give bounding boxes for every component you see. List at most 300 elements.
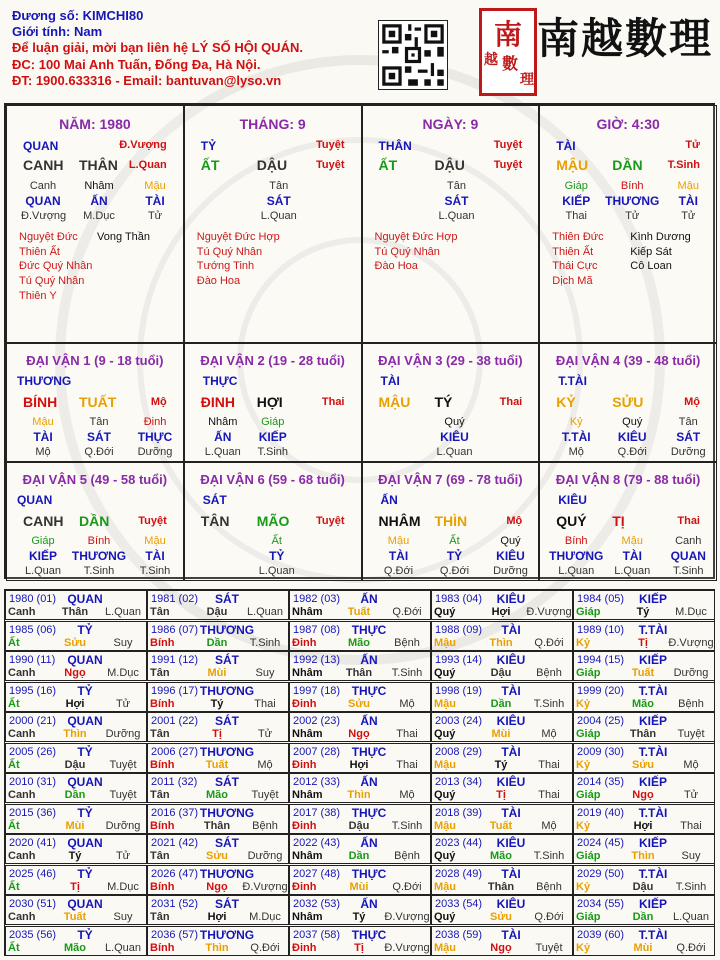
- year-stem: Kỷ: [576, 880, 591, 893]
- hidden-stage: L.Quan: [204, 446, 241, 458]
- year-branch: Sửu: [489, 911, 513, 923]
- year-stem: Giáp: [576, 850, 601, 862]
- year-cell: [573, 651, 715, 681]
- year-god: SÁT: [215, 653, 239, 667]
- year-label: 2004 (25): [577, 715, 625, 727]
- year-god: KIÊU: [496, 592, 526, 606]
- hidden-stage: Q.Đới: [617, 446, 647, 458]
- year-god: QUAN: [67, 592, 103, 606]
- year-god: KIÊU: [496, 836, 526, 850]
- year-cell: [289, 651, 431, 681]
- year-branch: Thân: [345, 667, 373, 679]
- year-branch: Mùi: [633, 941, 653, 954]
- profile-header: [12, 8, 372, 89]
- year-cell: [5, 590, 147, 620]
- year-god: SÁT: [215, 775, 239, 789]
- year-stage: Tuyệt: [677, 728, 705, 740]
- luck-period-7: [362, 462, 540, 581]
- year-god: KIẾP: [638, 836, 667, 850]
- hidden-stem: Mậu: [144, 535, 166, 547]
- year-god: TỶ: [77, 622, 93, 637]
- year-stem: Canh: [8, 728, 36, 740]
- year-cell: [289, 712, 431, 742]
- year-stem: Canh: [8, 850, 36, 862]
- year-label: 2020 (41): [9, 837, 57, 849]
- year-stem: Tân: [150, 667, 170, 679]
- owner-value: KIMCHI80: [82, 8, 144, 23]
- year-stem: Kỷ: [576, 758, 591, 771]
- hidden-stage: L.Quan: [260, 210, 297, 222]
- year-stage: Đ.Vượng: [242, 880, 288, 893]
- year-stem: Bính: [150, 636, 175, 649]
- year-god: THỰC: [351, 683, 387, 698]
- year-cell: [289, 590, 431, 620]
- pillar-top-stage: Đ.Vượng: [119, 139, 167, 151]
- hidden-god: THƯƠNG: [549, 549, 604, 563]
- year-stage: T.Sinh: [533, 697, 565, 710]
- year-branch: Thìn: [63, 728, 87, 740]
- year-label: 1990 (11): [9, 654, 56, 666]
- year-label: 2030 (51): [9, 898, 57, 910]
- star-good: Tú Quý Nhân: [19, 275, 85, 288]
- star-good: Thiên Ất: [19, 245, 60, 258]
- year-stage: Mộ: [257, 758, 273, 771]
- year-label: 1988 (09): [435, 623, 483, 636]
- year-branch: Dần: [206, 636, 228, 649]
- hidden-stem: Mậu: [677, 180, 699, 192]
- year-stem: Quý: [434, 667, 456, 679]
- year-branch: Dậu: [490, 667, 512, 679]
- hidden-stem: Tân: [447, 180, 466, 192]
- year-stage: Đ.Vượng: [384, 941, 430, 954]
- year-god: SÁT: [215, 897, 239, 911]
- luck-title: ĐẠI VẬN 7 (69 - 78 tuổi): [378, 472, 523, 487]
- pillar-top-god: TÀI: [556, 139, 576, 153]
- hidden-stem: Nhâm: [208, 416, 238, 428]
- hidden-stage: Dưỡng: [137, 446, 173, 458]
- year-label: 2038 (59): [435, 928, 483, 941]
- hidden-god: KIẾP: [258, 430, 287, 444]
- year-branch: Sửu: [63, 636, 87, 649]
- year-cell: [289, 895, 431, 925]
- star-good: Tú Quý Nhân: [196, 245, 263, 258]
- year-branch: Mùi: [491, 728, 511, 740]
- year-god: ẤN: [360, 775, 378, 789]
- year-label: 2037 (58): [293, 928, 341, 941]
- year-branch: Tuất: [631, 667, 655, 679]
- hidden-stem: Đinh: [143, 416, 167, 428]
- year-cell: [5, 743, 147, 773]
- luck-stage: Mộ: [150, 396, 167, 408]
- luck-period-4: [539, 343, 717, 462]
- year-god: THỰC: [351, 927, 387, 942]
- year-stage: L.Quan: [104, 606, 142, 618]
- year-cell: [5, 926, 147, 956]
- year-cell: [147, 621, 289, 651]
- pillar-title: THÁNG: 9: [239, 116, 306, 132]
- pillar-title: GIỜ: 4:30: [596, 116, 660, 132]
- year-stage: T.Sinh: [249, 636, 281, 649]
- hidden-stem: Quý: [500, 535, 521, 547]
- year-label: 2016 (37): [151, 806, 199, 819]
- year-branch: Dần: [348, 850, 370, 862]
- year-cell: [573, 621, 715, 651]
- year-stage: Bệnh: [394, 850, 420, 862]
- year-branch: Tuất: [205, 758, 229, 771]
- year-label: 1991 (12): [151, 654, 199, 666]
- year-branch: Ngọ: [632, 789, 654, 801]
- year-cell: [573, 590, 715, 620]
- year-branch: Thân: [61, 606, 89, 618]
- hidden-stage: L.Quan: [614, 565, 651, 577]
- year-cell: [147, 743, 289, 773]
- year-cell: [573, 712, 715, 742]
- year-branch: Hợi: [207, 911, 227, 923]
- year-stem: Đinh: [292, 636, 317, 649]
- year-branch: Tý: [352, 911, 366, 923]
- year-stem: Mậu: [434, 941, 456, 954]
- year-stem: Giáp: [576, 667, 601, 679]
- hidden-stem: Ất: [271, 535, 282, 547]
- year-stem: Canh: [8, 606, 36, 618]
- hidden-god: KIÊU: [440, 430, 469, 444]
- year-stem: Ất: [8, 880, 20, 893]
- year-branch: Tị: [496, 789, 506, 801]
- year-label: 2007 (28): [293, 745, 341, 758]
- pillar-branch-stage: T.Sinh: [667, 159, 700, 171]
- year-branch: Ngọ: [64, 667, 86, 679]
- year-stem: Bính: [150, 758, 175, 771]
- year-branch: Thìn: [631, 850, 655, 862]
- luck-stem: NHÂM: [378, 513, 421, 529]
- star-good: Nguyệt Đức Hợp: [196, 231, 280, 243]
- year-god: KIẾP: [638, 775, 667, 789]
- year-label: 2023 (44): [435, 837, 483, 849]
- year-cell: [147, 804, 289, 834]
- year-branch: Sửu: [205, 850, 229, 862]
- pillar-branch-stage: Tuyệt: [315, 159, 345, 171]
- year-god: TÀI: [501, 622, 521, 637]
- year-stem: Kỷ: [576, 636, 591, 649]
- year-god: T.TÀI: [638, 744, 668, 759]
- year-stem: Canh: [8, 667, 36, 679]
- year-branch: Mão: [490, 850, 512, 862]
- year-cell: [289, 682, 431, 712]
- luck-stage: Thai: [321, 396, 345, 408]
- hidden-stem: Mậu: [387, 535, 410, 547]
- year-branch: Tuất: [347, 606, 371, 618]
- hidden-stem: Canh: [675, 535, 702, 547]
- year-stem: Giáp: [576, 728, 601, 740]
- year-god: KIÊU: [496, 897, 526, 911]
- year-god: KIÊU: [496, 714, 526, 728]
- year-god: THƯƠNG: [199, 622, 255, 637]
- hidden-stem: Giáp: [564, 180, 588, 192]
- year-branch: Thìn: [205, 941, 229, 954]
- year-stage: Q.Đới: [392, 880, 422, 893]
- year-stage: Tuyệt: [109, 758, 137, 771]
- year-branch: Mão: [632, 697, 654, 710]
- year-god: QUAN: [67, 897, 103, 911]
- hidden-god: TỶ: [269, 549, 285, 563]
- year-branch: Tị: [70, 880, 80, 893]
- year-stage: Tuyệt: [109, 789, 137, 801]
- year-cell: [573, 926, 715, 956]
- pillar-2: [184, 105, 362, 343]
- year-stage: Mộ: [399, 789, 415, 801]
- year-stage: Q.Đới: [534, 636, 564, 649]
- year-label: 1998 (19): [435, 684, 483, 697]
- luck-title: ĐẠI VẬN 4 (39 - 48 tuổi): [555, 353, 701, 368]
- year-god: KIẾP: [638, 592, 667, 606]
- year-stem: Canh: [8, 911, 36, 923]
- year-label: 2031 (52): [151, 898, 199, 910]
- hidden-stage: Q.Đới: [439, 565, 470, 577]
- year-god: ẤN: [360, 592, 378, 606]
- luck-god: QUAN: [17, 493, 53, 507]
- pillar-3: [362, 105, 540, 343]
- year-label: 2027 (48): [293, 867, 341, 880]
- luck-period-3: [362, 343, 540, 462]
- year-stem: Giáp: [576, 606, 601, 618]
- seal-char-1: 南: [494, 18, 523, 51]
- seal-char-2: 越: [484, 52, 498, 68]
- star-good: Thiên Ất: [552, 245, 594, 258]
- year-label: 2005 (26): [9, 745, 57, 758]
- year-branch: Tuất: [63, 911, 87, 923]
- year-branch: Mùi: [349, 880, 369, 893]
- year-god: QUAN: [67, 836, 103, 850]
- year-cell: [431, 651, 573, 681]
- hidden-god: THỰC: [137, 430, 173, 444]
- year-branch: Dần: [632, 911, 654, 923]
- hidden-stage: T.Sinh: [83, 565, 115, 577]
- star-good: Đức Quý Nhân: [19, 260, 93, 273]
- year-label: 2019 (40): [577, 806, 625, 819]
- luck-period-1: [6, 343, 184, 462]
- year-branch: Dậu: [348, 819, 370, 832]
- hidden-god: TÀI: [388, 549, 409, 563]
- year-cell: [5, 773, 147, 803]
- luck-period-8: [539, 462, 717, 581]
- year-god: QUAN: [67, 775, 103, 789]
- luck-stage: Thai: [499, 396, 523, 408]
- year-cell: [5, 834, 147, 864]
- hidden-stem: Quý: [444, 416, 465, 428]
- year-stage: Dưỡng: [673, 667, 709, 679]
- year-branch: Tị: [638, 636, 648, 649]
- year-cell: [147, 773, 289, 803]
- year-cell: [431, 773, 573, 803]
- year-stage: M.Dục: [675, 606, 707, 618]
- year-branch: Sửu: [631, 758, 655, 771]
- year-stage: Dưỡng: [105, 819, 141, 832]
- year-god: TỶ: [77, 744, 93, 759]
- luck-branch: SỬU: [612, 394, 644, 410]
- year-god: SÁT: [215, 592, 239, 606]
- luck-branch: MÃO: [256, 513, 290, 529]
- hidden-stage: Q.Đới: [84, 446, 114, 458]
- year-label: 2033 (54): [435, 898, 483, 910]
- year-stage: Tuyệt: [535, 941, 563, 954]
- hidden-god: KIÊU: [617, 430, 647, 444]
- star-good: Đào Hoa: [374, 260, 418, 273]
- year-stage: Mộ: [541, 728, 557, 740]
- gender-label: Giới tính:: [12, 24, 71, 40]
- year-god: THỰC: [351, 805, 387, 820]
- owner-label: Đương số:: [12, 8, 80, 23]
- year-cell: [5, 804, 147, 834]
- year-branch: Ngọ: [490, 941, 512, 954]
- hidden-stem: Nhâm: [84, 180, 114, 192]
- year-cell: [289, 621, 431, 651]
- year-label: 1996 (17): [151, 684, 199, 697]
- year-label: 1985 (06): [9, 623, 57, 636]
- star-good: Tướng Tinh: [196, 260, 255, 273]
- pillar-branch: DẦN: [612, 157, 643, 173]
- year-cell: [573, 773, 715, 803]
- star-good: Tú Quý Nhân: [374, 245, 440, 258]
- year-god: TÀI: [501, 683, 521, 698]
- pillar-branch-stage: L.Quan: [128, 159, 167, 171]
- star-other: Kình Dương: [630, 231, 691, 243]
- year-god: THỰC: [351, 866, 387, 881]
- luck-stage: Mộ: [684, 396, 700, 408]
- luck-god: SÁT: [202, 493, 227, 507]
- year-cell: [431, 621, 573, 651]
- luck-branch: TÝ: [434, 394, 453, 410]
- hidden-stage: T.Sinh: [257, 446, 289, 458]
- year-label: 1992 (13): [293, 654, 341, 666]
- year-branch: Thân: [203, 819, 231, 832]
- year-stem: Giáp: [576, 911, 601, 923]
- year-label: 1999 (20): [577, 684, 625, 697]
- hidden-god: QUAN: [670, 549, 706, 563]
- year-label: 2021 (42): [151, 837, 199, 849]
- year-cell: [289, 865, 431, 895]
- seal-char-3: 數: [502, 54, 519, 73]
- year-stage: T.Sinh: [533, 850, 565, 862]
- year-cell: [431, 712, 573, 742]
- year-label: 2014 (35): [577, 776, 625, 788]
- star-other: Kiếp Sát: [630, 245, 672, 258]
- year-stem: Tân: [150, 606, 170, 618]
- luck-title: ĐẠI VẬN 5 (49 - 58 tuổi): [22, 472, 168, 487]
- luck-title: ĐẠI VẬN 8 (79 - 88 tuổi): [555, 472, 701, 487]
- hidden-god: TÀI: [145, 194, 165, 208]
- year-label: 2018 (39): [435, 806, 483, 819]
- year-stage: Tử: [683, 789, 699, 801]
- year-stem: Đinh: [292, 941, 317, 954]
- year-god: TỶ: [77, 927, 93, 942]
- year-branch: Dậu: [64, 758, 86, 771]
- year-god: T.TÀI: [638, 927, 668, 942]
- year-label: 2002 (23): [293, 715, 341, 727]
- luck-god: KIÊU: [558, 493, 587, 507]
- year-stage: T.Sinh: [391, 819, 423, 832]
- hidden-stage: T.Sinh: [672, 565, 704, 577]
- year-god: THỰC: [351, 744, 387, 759]
- year-stem: Tân: [150, 789, 170, 801]
- year-cell: [431, 804, 573, 834]
- year-stem: Ất: [8, 758, 20, 771]
- year-label: 1980 (01): [9, 593, 57, 605]
- luck-title: ĐẠI VẬN 1 (9 - 18 tuổi): [26, 353, 164, 368]
- year-label: 2000 (21): [9, 715, 57, 727]
- luck-stem: QUÝ: [556, 513, 587, 529]
- hidden-stem: Tân: [678, 416, 698, 428]
- year-label: 2003 (24): [435, 715, 483, 727]
- year-stage: Thai: [396, 728, 418, 740]
- hidden-stage: L.Quan: [24, 565, 62, 577]
- year-cell: [573, 834, 715, 864]
- luck-stage: Thai: [677, 515, 700, 527]
- luck-branch: THÌN: [434, 513, 468, 529]
- hidden-stem: Tân: [89, 416, 109, 428]
- year-label: 2009 (30): [577, 745, 625, 758]
- qr-code-icon: [378, 20, 448, 90]
- year-label: 2010 (31): [9, 776, 57, 788]
- annual-years-table: [4, 589, 715, 956]
- pillar-stem: ẤT: [378, 157, 398, 173]
- pillar-top-stage: Tuyệt: [493, 139, 523, 151]
- year-stage: T.Sinh: [391, 667, 423, 679]
- seal-stamp: [479, 8, 537, 96]
- year-stage: Tử: [115, 850, 131, 862]
- year-god: ẤN: [360, 714, 378, 728]
- year-stem: Mậu: [434, 758, 456, 771]
- year-god: KIẾP: [638, 714, 667, 728]
- year-god: THƯƠNG: [199, 744, 255, 759]
- hidden-stem: Mậu: [621, 535, 643, 547]
- year-stage: Thai: [538, 789, 560, 801]
- year-stage: Suy: [113, 911, 133, 923]
- hidden-stem: Giáp: [31, 535, 55, 547]
- luck-stage: Tuyệt: [138, 515, 167, 527]
- hidden-god: TÀI: [678, 194, 698, 208]
- year-branch: Hợi: [633, 819, 653, 832]
- year-stage: Suy: [681, 850, 701, 862]
- year-cell: [5, 895, 147, 925]
- hidden-stage: Tử: [681, 210, 696, 222]
- luck-god: THỰC: [202, 374, 238, 388]
- year-god: QUAN: [67, 714, 103, 728]
- luck-stem: KỶ: [556, 394, 576, 410]
- luck-title: ĐẠI VẬN 2 (19 - 28 tuổi): [200, 353, 345, 368]
- year-cell: [5, 621, 147, 651]
- year-god: THƯƠNG: [199, 927, 255, 942]
- year-label: 2011 (32): [151, 776, 198, 788]
- pillar-4: [539, 105, 717, 343]
- year-god: ẤN: [360, 897, 378, 911]
- year-branch: Dậu: [632, 880, 654, 893]
- year-god: ẤN: [360, 653, 378, 667]
- pillar-top-stage: Tử: [685, 139, 700, 151]
- year-stem: Bính: [150, 819, 175, 832]
- hidden-god: SÁT: [87, 430, 111, 444]
- year-label: 2017 (38): [293, 806, 341, 819]
- year-label: 2022 (43): [293, 837, 341, 849]
- year-god: TỶ: [77, 683, 93, 698]
- year-branch: Tuất: [489, 819, 513, 832]
- year-cell: [5, 865, 147, 895]
- hidden-stem: Bính: [620, 180, 644, 192]
- year-stage: Bệnh: [252, 819, 278, 832]
- year-stem: Nhâm: [292, 728, 323, 740]
- hidden-god: T.TÀI: [561, 430, 591, 444]
- pillar-branch: DẬU: [256, 157, 288, 173]
- hidden-stage: T.Sinh: [139, 565, 171, 577]
